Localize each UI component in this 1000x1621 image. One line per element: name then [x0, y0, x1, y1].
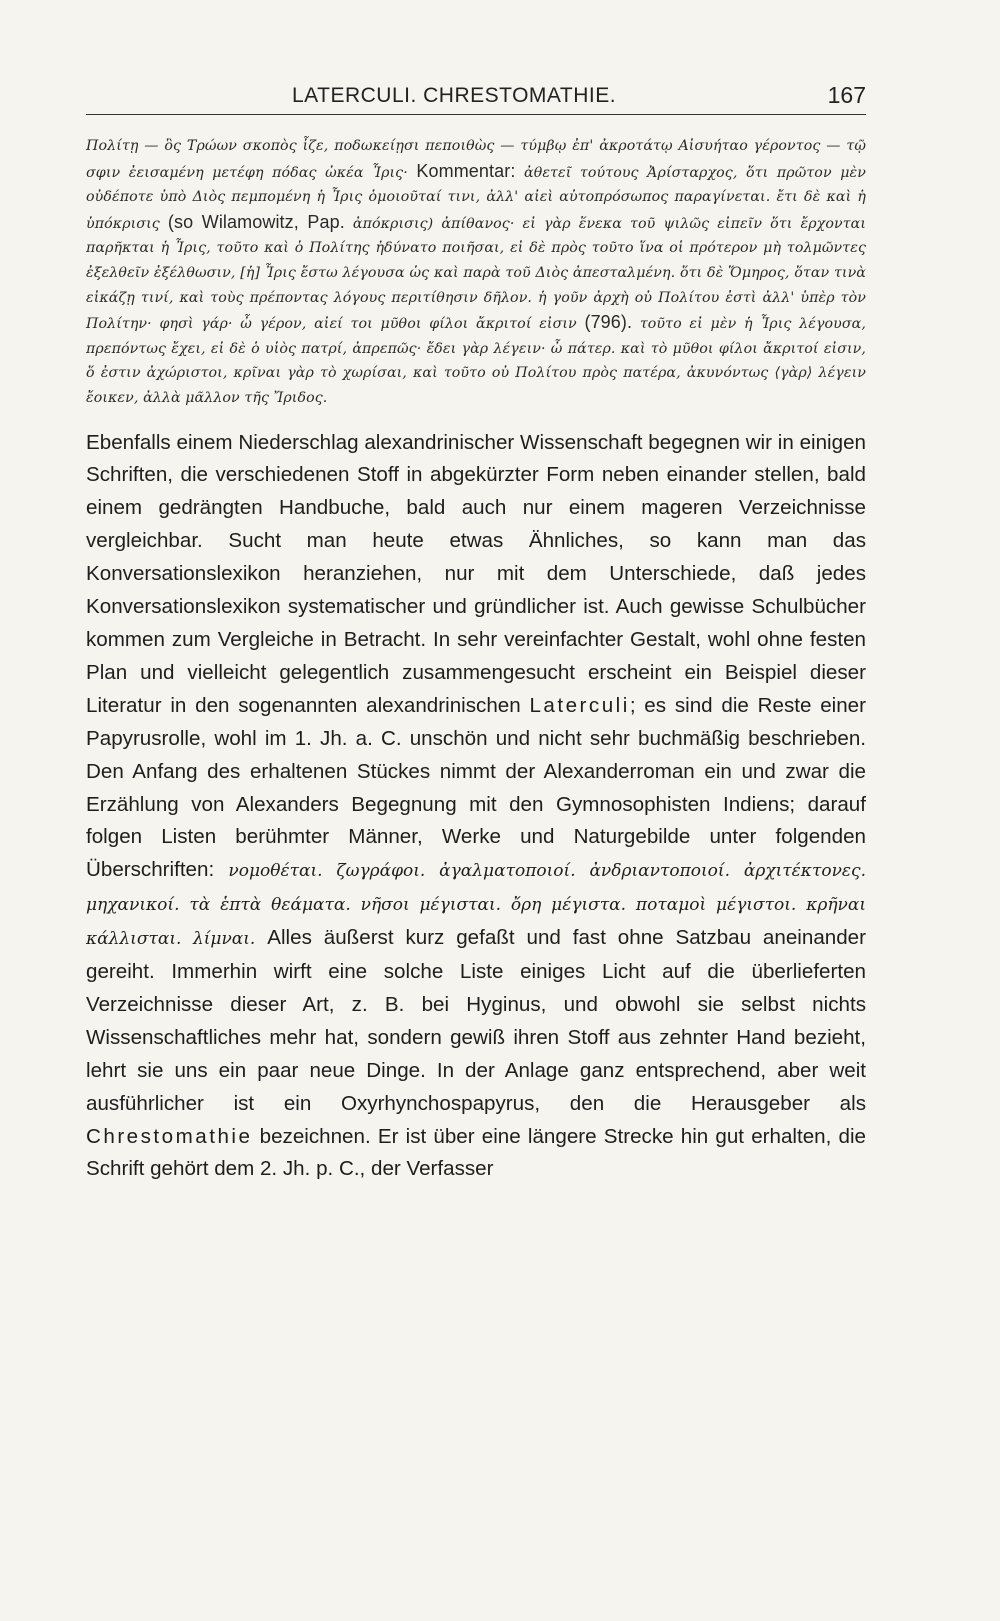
greek-scholia-note — [86, 134, 866, 411]
wilamowitz-note: (so Wilamowitz, Pap. — [167, 211, 345, 232]
main-paragraph — [86, 427, 866, 1187]
paragraph-part-3: Alles äußerst kurz gefaßt und fast ohne Satzbau aneinander gereiht. Immerhin wirft eine solche Liste einiges Licht auf die überlieferten Verzeichnisse dieser Art, z. B. bei Hyginus, und obwohl sie selbst nichts Wissenschaftliches mehr hat, sondern gewiß ihren Stoff aus zehnter Hand bezieht, lehrt sie uns ein paar neue Dinge. In der Anlage ganz entsprechend, aber weit ausführlicher ist ein Oxyrhynchospapyrus, den die Herausgeber als — [86, 926, 866, 1115]
term-laterculi: Laterculi — [529, 693, 630, 717]
greek-quote: Πολίτῃ — ὃς Τρώων σκοπὸς ἷζε, ποδωκείῃσι πεποιθὼς — τύμβῳ ἐπ' ἀκροτάτῳ Αἰσυήταο γέροντος — τῷ σφιν ἐεισαμένη μετέφη πόδας ὠκέα Ἶρις· — [86, 138, 866, 181]
page-number: 167 — [827, 82, 866, 108]
greek-commentary-2: ἀπόκρισις) ἀπίθανος· εἰ γὰρ ἕνεκα τοῦ ψιλῶς εἰπεῖν ὅτι ἔρχονται παρῆκται ἡ Ἶρις, τοῦτο καὶ ὁ Πολίτης ἠδύνατο ποιῆσαι, εἰ δὲ πρὸς τοῦτο ἵνα οἱ πρότερον μὴ τολμῶντες ἐξελθεῖν ἐξέλθωσιν, [ἡ] Ἶρις ἔστω λέγουσα ὡς καὶ παρὰ τοῦ Διὸς ἀπεσταλμένη. ὅτι δὲ Ὅμηρος, ὅταν τινὰ εἰκάζῃ τινί, καὶ τοὺς πρέποντας λόγους περιτίθησιν δῆλον. ἡ γοῦν ἀρχὴ οὐ Πολίτου ἐστὶ ἀλλ' ὑπὲρ τὸν Πολίτην· φησὶ γάρ· ὦ γέρον, αἰεί τοι μῦθοι φίλοι ἄκριτοί εἰσιν — [86, 215, 866, 333]
term-chrestomathie: Chrestomathie — [86, 1124, 253, 1148]
greek-headings-list: νομοθέται. ζωγράφοι. ἀγαλματοποιοί. ἀνδριαντοποιοί. ἀρχιτέκτονες. μηχανικοί. τὰ ἑπτὰ θεάματα. νῆσοι μέγισται. ὄρη μέγιστα. ποταμοὶ μέγιστοι. κρῆναι κάλλισται. λίμναι. — [86, 861, 866, 950]
page-header — [86, 76, 866, 116]
kommentar-label: Kommentar: — [416, 160, 516, 181]
paragraph-part-4: bezeichnen. Er ist über eine längere Strecke hin gut erhalten, die Schrift gehört dem 2. Jh. p. C., der Verfasser — [86, 1124, 866, 1181]
running-title: LATERCULI. CHRESTOMATHIE. — [292, 84, 617, 107]
greek-commentary-1: ἀθετεῖ τούτους Ἀρίσταρχος, ὅτι πρῶτον μὲν οὐδέποτε ὑπὸ Διὸς πεμπομένη ἡ Ἶρις ὁμοιοῦταί τινι, ἀλλ' αἰεὶ αὐτοπρόσωπος παραγίνεται. ἔτι δὲ καὶ ἡ ὑπόκρισις — [86, 164, 866, 232]
header-rule — [86, 114, 866, 115]
paragraph-part-1: Ebenfalls einem Niederschlag alexandrinischer Wissenschaft begegnen wir in einigen Schriften, die verschiedenen Stoff in abgekürzter Form neben einander stellen, bald einem gedrängten Handbuche, bald auch nur einem mageren Verzeichnisse vergleichbar. Sucht man heute etwas Ähnliches, so kann man das Konversationslexikon heranziehen, nur mit dem Unterschiede, daß jedes Konversationslexikon systematischer und gründlicher ist. Auch gewisse Schulbücher kommen zum Vergleiche in Betracht. In sehr vereinfachter Gestalt, wohl ohne festen Plan und vielleicht gelegentlich zusammengesucht erscheint ein Beispiel dieser Literatur in den sogenannten alexandrinischen — [86, 430, 866, 717]
greek-commentary-3: τοῦτο εἰ μὲν ἡ Ἶρις λέγουσα, πρεπόντως ἔχει, εἰ δὲ ὁ υἱὸς πατρί, ἀπρεπῶς· ἔδει γὰρ λέγειν· ὦ πάτερ. καὶ τὸ μῦθοι φίλοι ἄκριτοί εἰσιν, ὅ ἐστιν ἀχώριστοι, κρῖναι γὰρ τὸ χωρίσαι, καὶ τοῦτο οὐ Πολίτου πρὸς πατέρα, ἀκυνόντως ⟨γὰρ⟩ λέγειν ἔοικεν, ἀλλὰ μᾶλλον τῆς Ἴριδος. — [86, 316, 866, 406]
paragraph-part-2: ; es sind die Reste einer Papyrusrolle, wohl im 1. Jh. a. C. unschön und nicht sehr buchmäßig beschrieben. Den Anfang des erhaltenen Stückes nimmt der Alexanderroman ein und zwar die Erzählung von Alexanders Begegnung mit den Gymnosophisten Indiens; darauf folgen Listen berühmter Männer, Werke und Naturgebilde unter folgenden Überschriften: — [86, 693, 866, 882]
verse-reference: (796). — [584, 312, 633, 333]
book-page — [86, 76, 866, 1186]
